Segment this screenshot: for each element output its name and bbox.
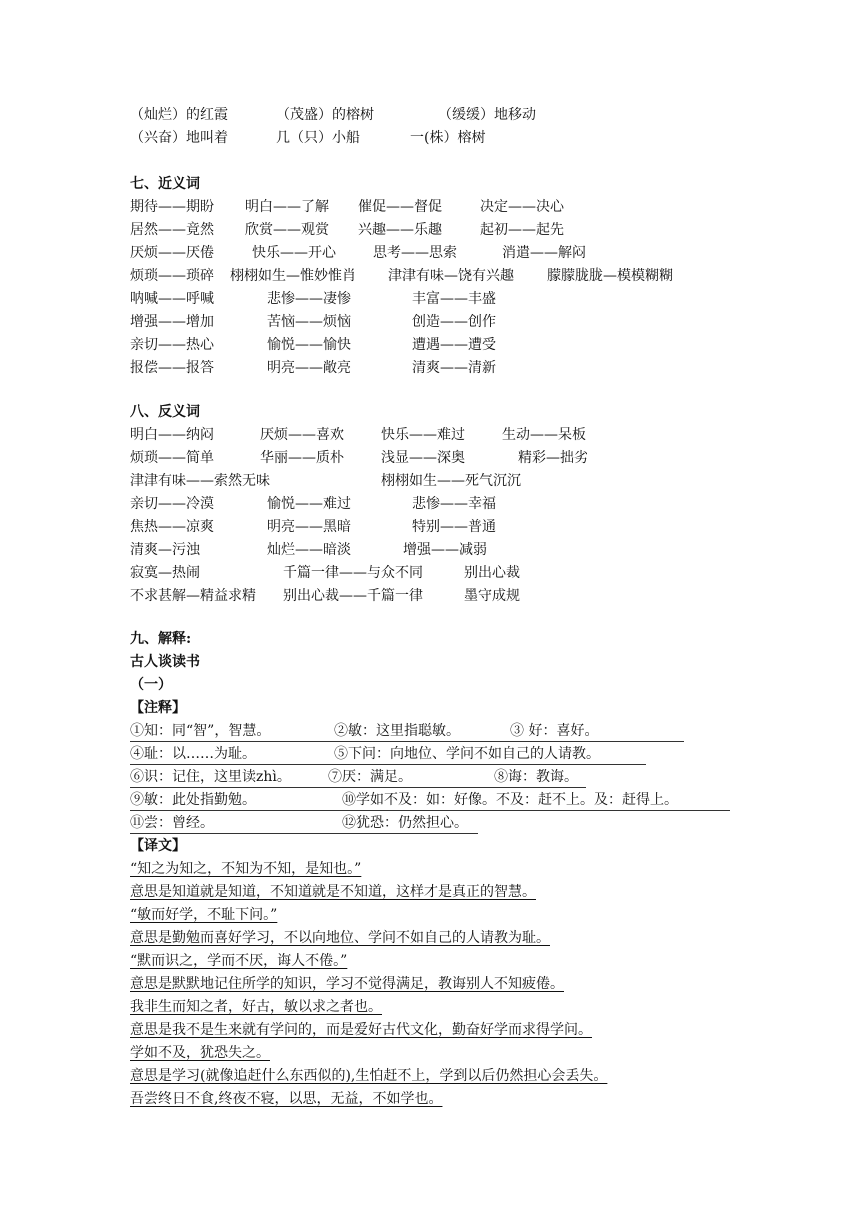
synonym-pair: 创造——创作 [412,314,496,330]
antonym-pair: 千篇一律——与众不同 [283,565,423,581]
note-item: ③ 好：喜好。 [510,723,599,739]
synonym-pair: 决定——决心 [480,199,564,215]
note-item: ⑪尝：曾经。 [130,815,214,831]
antonym-pair: 亲切——冷漠 [130,496,214,512]
antonym-pair: 清爽—污浊 [130,542,200,558]
synonym-pair: 思考——思索 [373,245,457,261]
translation-line: 意思是勤勉而喜好学习，不以向地位、学问不如自己的人请教为耻。 [130,930,550,946]
synonym-pair: 消遣——解闷 [502,245,586,261]
note-item: ⑥识：记住，这里读zhì。 [130,769,291,785]
translation-line: 我非生而知之者，好古，敏以求之者也。 [130,999,382,1015]
synonym-pair: 遭遇——遭受 [412,337,496,353]
synonym-pair: 烦琐——琐碎 [130,268,214,284]
antonym-pair: 寂寞—热闹 [130,565,200,581]
synonym-pair: 明亮——敞亮 [267,360,351,376]
part-label: （一） [130,677,172,693]
translation-line: 意思是知道就是知道，不知道就是不知道，这样才是真正的智慧。 [130,884,536,900]
phrase: （缓缓）地移动 [438,107,536,123]
note-item: ④耻：以……为耻。 [130,746,256,762]
antonym-pair: 精彩—拙劣 [518,450,588,466]
antonym-pair: 特别——普通 [412,519,496,535]
antonym-pair: 悲惨——幸福 [412,496,496,512]
synonym-pair: 呐喊——呼喊 [130,291,214,307]
note-item: ⑩学如不及：如：好像。不及：赶不上。及：赶得上。 [342,792,678,808]
antonym-pair: 栩栩如生——死气沉沉 [381,473,521,489]
antonym-pair: 明白——纳闷 [130,427,214,443]
synonym-pair: 朦朦胧胧—模模糊糊 [547,268,673,284]
translation-label: 【译文】 [130,838,186,854]
translation-line: “敏而好学，不耻下问。” [130,907,278,923]
section-9-title: 九、解释: [130,631,192,647]
synonym-pair: 起初——起先 [480,222,564,238]
phrase: 一(株）榕树 [410,130,486,146]
translation-line: 吾尝终日不食,终夜不寝，以思，无益，不如学也。 [130,1091,443,1107]
note-item: ⑫犹恐：仍然担心。 [342,815,468,831]
note-underline [130,764,646,765]
synonym-pair: 愉悦——愉快 [267,337,351,353]
antonym-pair: 烦琐——简单 [130,450,214,466]
antonym-pair: 生动——呆板 [502,427,586,443]
synonym-pair: 欣赏——观赏 [245,222,329,238]
antonym-pair: 华丽——质朴 [260,450,344,466]
note-item: ②敏：这里指聪敏。 [334,723,460,739]
note-item: ⑤下问：向地位、学问不如自己的人请教。 [334,746,600,762]
synonym-pair: 悲惨——凄惨 [267,291,351,307]
translation-line: “知之为知之，不知为不知，是知也。” [130,861,362,877]
phrase: （茂盛）的榕树 [276,107,374,123]
synonym-pair: 兴趣——乐趣 [358,222,442,238]
phrase: （灿烂）的红霞 [130,107,228,123]
antonym-pair: 浅显——深奥 [381,450,465,466]
translation-line: 意思是学习(就像追赶什么东西似的),生怕赶不上，学到以后仍然担心会丢失。 [130,1068,608,1084]
antonym-pair: 津津有味——索然无味 [130,473,270,489]
phrase: 几（只）小船 [276,130,360,146]
antonym-pair: 墨守成规 [464,588,520,604]
synonym-pair: 快乐——开心 [252,245,336,261]
phrase: （兴奋）地叫着 [130,130,228,146]
section-9-subtitle: 古人谈读书 [130,654,200,670]
synonym-pair: 苦恼——烦恼 [267,314,351,330]
note-underline [130,833,478,834]
antonym-pair: 别出心裁——千篇一律 [283,588,423,604]
antonym-pair: 厌烦——喜欢 [260,427,344,443]
synonym-pair: 增强——增加 [130,314,214,330]
antonym-pair: 不求甚解—精益求精 [130,588,256,604]
synonym-pair: 居然——竟然 [130,222,214,238]
section-7-title: 七、近义词 [130,176,200,192]
antonym-pair: 焦热——凉爽 [130,519,214,535]
synonym-pair: 丰富——丰盛 [412,291,496,307]
synonym-pair: 津津有味—饶有兴趣 [388,268,514,284]
translation-line: “默而识之，学而不厌，诲人不倦。” [130,953,348,969]
note-item: ①知：同“智”，智慧。 [130,723,271,739]
note-underline [130,741,684,742]
translation-line: 意思是默默地记住所学的知识，学习不觉得满足，教诲别人不知疲倦。 [130,976,564,992]
antonym-pair: 愉悦——难过 [267,496,351,512]
synonym-pair: 厌烦——厌倦 [130,245,214,261]
antonym-pair: 别出心裁 [464,565,520,581]
translation-line: 学如不及，犹恐失之。 [130,1045,270,1061]
synonym-pair: 清爽——清新 [412,360,496,376]
antonym-pair: 明亮——黑暗 [267,519,351,535]
synonym-pair: 报偿——报答 [130,360,214,376]
section-8-title: 八、反义词 [130,404,200,420]
antonym-pair: 增强——减弱 [403,542,487,558]
note-underline [130,810,730,811]
notes-label: 【注释】 [130,700,186,716]
antonym-pair: 快乐——难过 [381,427,465,443]
antonym-pair: 灿烂——暗淡 [267,542,351,558]
synonym-pair: 亲切——热心 [130,337,214,353]
note-underline [130,787,586,788]
synonym-pair: 期待——期盼 [130,199,214,215]
synonym-pair: 栩栩如生—惟妙惟肖 [230,268,356,284]
translation-line: 意思是我不是生来就有学问的，而是爱好古代文化，勤奋好学而求得学问。 [130,1022,592,1038]
note-item: ⑨敏：此处指勤勉。 [130,792,256,808]
note-item: ⑦厌：满足。 [328,769,412,785]
synonym-pair: 催促——督促 [358,199,442,215]
synonym-pair: 明白——了解 [245,199,329,215]
note-item: ⑧诲：教诲。 [494,769,578,785]
